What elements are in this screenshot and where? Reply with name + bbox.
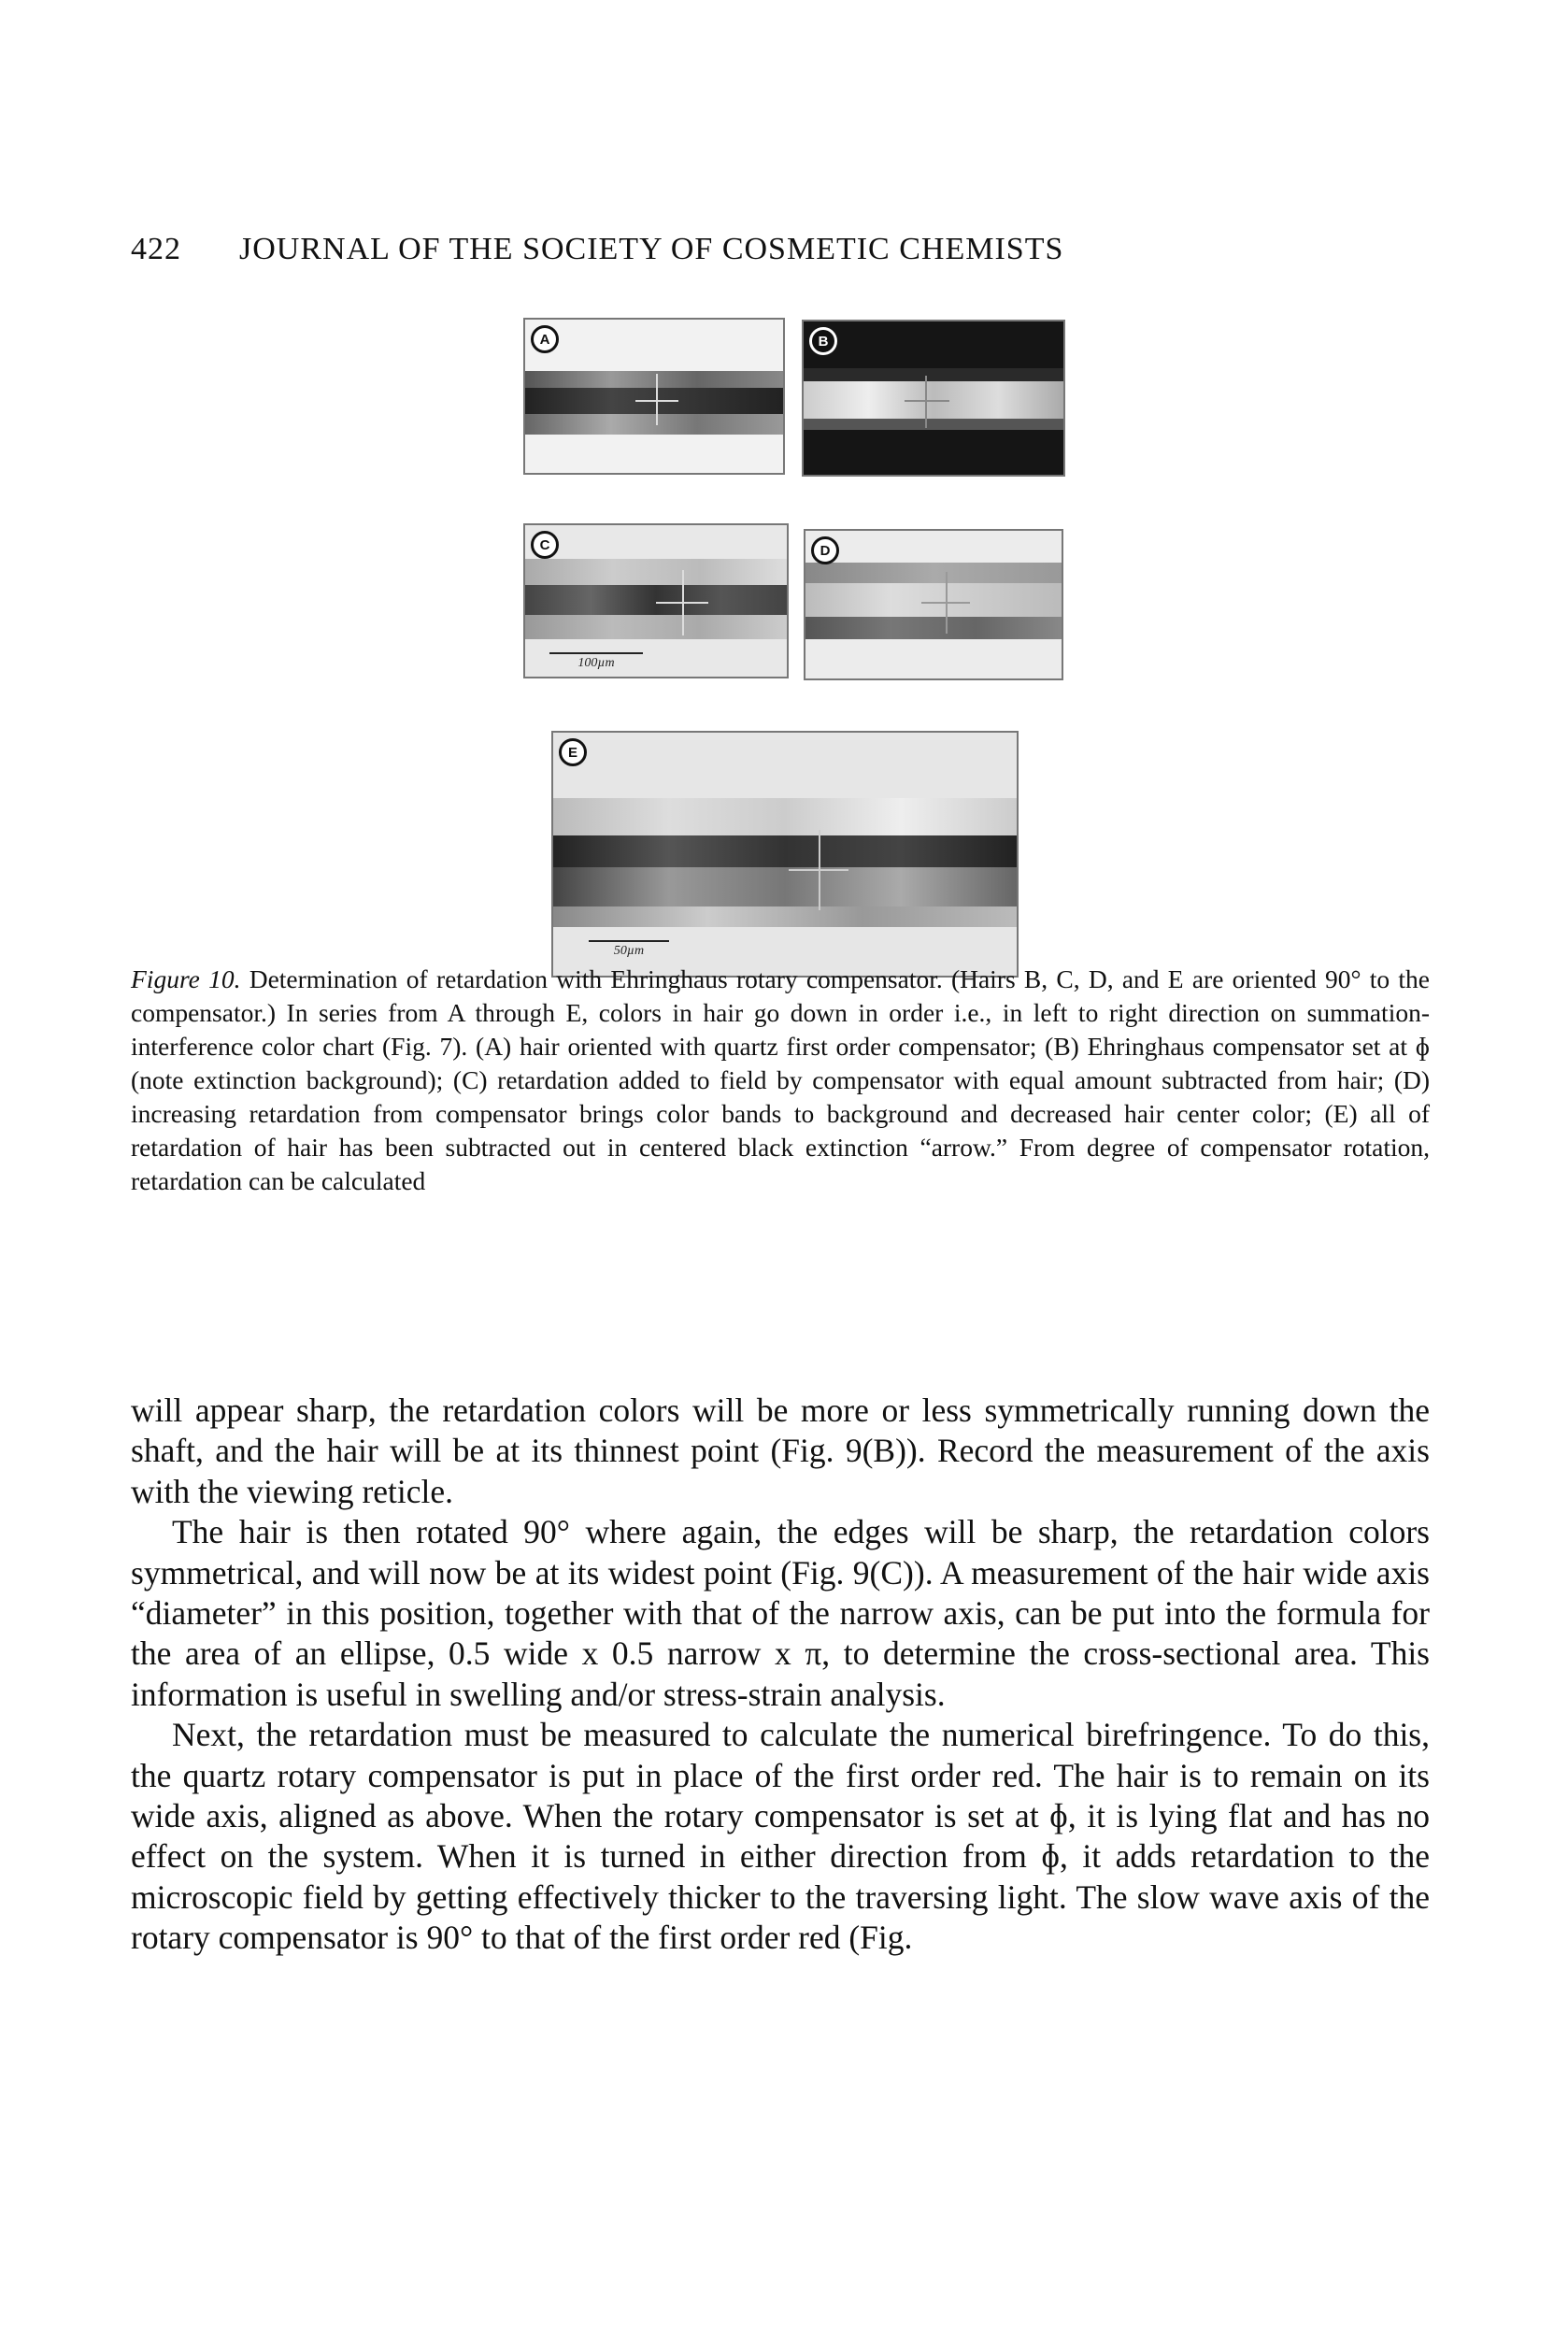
panel-letter-b: B	[809, 327, 837, 355]
caption-label: Figure 10.	[131, 964, 241, 993]
caption-text: Determination of retardation with Ehringhaus rotary compensator. (Hairs B, C, D, and E are oriented 90° to the compensator.) In series from A through E, colors in hair go down in order i.e., in left to right direction on summation-interference color chart (Fig. 7). (A) hair oriented with quartz first order compensator; (B) Ehringhaus compensator set at ɸ (note extinction background); (C) retardation added to field by compensator with equal amount subtracted from hair; (D) increasing retardation from compensator brings color bands to background and decreased hair center color; (E) all of retardation of hair has been subtracted out in centered black extinction “arrow.” From degree of compensator rotation, retardation can be calculated	[131, 964, 1430, 1195]
figure-10	[0, 0, 1568, 963]
paragraph: will appear sharp, the retardation colors will be more or less symmetrically running down the shaft, and the hair will be at its thinnest point (Fig. 9(B)). Record the measurement of the axis with the viewing reticle.	[131, 1392, 1430, 1510]
panel-b	[802, 320, 1065, 477]
panel-letter-c: C	[531, 531, 559, 559]
scale-bar-e	[589, 940, 669, 959]
scale-bar-c	[549, 652, 643, 671]
body-text	[131, 1391, 1430, 1959]
panel-c	[523, 523, 789, 678]
paragraph: Next, the retardation must be measured to calculate the numerical birefringence. To do this, the quartz rotary compensator is put in place of the first order red. The hair is to remain on its wide axis, aligned as above. When the rotary compensator is set at ɸ, it is lying flat and has no effect on the system. When it is turned in either direction from ɸ, it adds retardation to the microscopic field by getting effectively thicker to the traversing light. The slow wave axis of the rotary compensator is 90° to that of the first order red (Fig.	[131, 1716, 1430, 1957]
paragraph: The hair is then rotated 90° where again, the edges will be sharp, the retardation colors symmetrical, and will now be at its widest point (Fig. 9(C)). A measurement of the hair wide axis “diameter” in this position, together with that of the narrow axis, can be put into the formula for the area of an ellipse, 0.5 wide x 0.5 narrow x π, to determine the cross-sectional area. This information is useful in swelling and/or stress-strain analysis.	[131, 1513, 1430, 1713]
panel-letter-e: E	[559, 738, 587, 766]
scale-label-e: 50µm	[613, 944, 645, 958]
figure-caption	[131, 963, 1430, 1198]
page-number: 422	[131, 232, 181, 266]
panel-letter-a: A	[531, 325, 559, 353]
panel-d	[804, 529, 1063, 680]
panel-a	[523, 318, 785, 475]
panel-e	[551, 731, 1019, 978]
scale-label-c: 100µm	[577, 656, 615, 670]
panel-letter-d: D	[811, 536, 839, 564]
journal-title: JOURNAL OF THE SOCIETY OF COSMETIC CHEMISTS	[239, 232, 1064, 266]
